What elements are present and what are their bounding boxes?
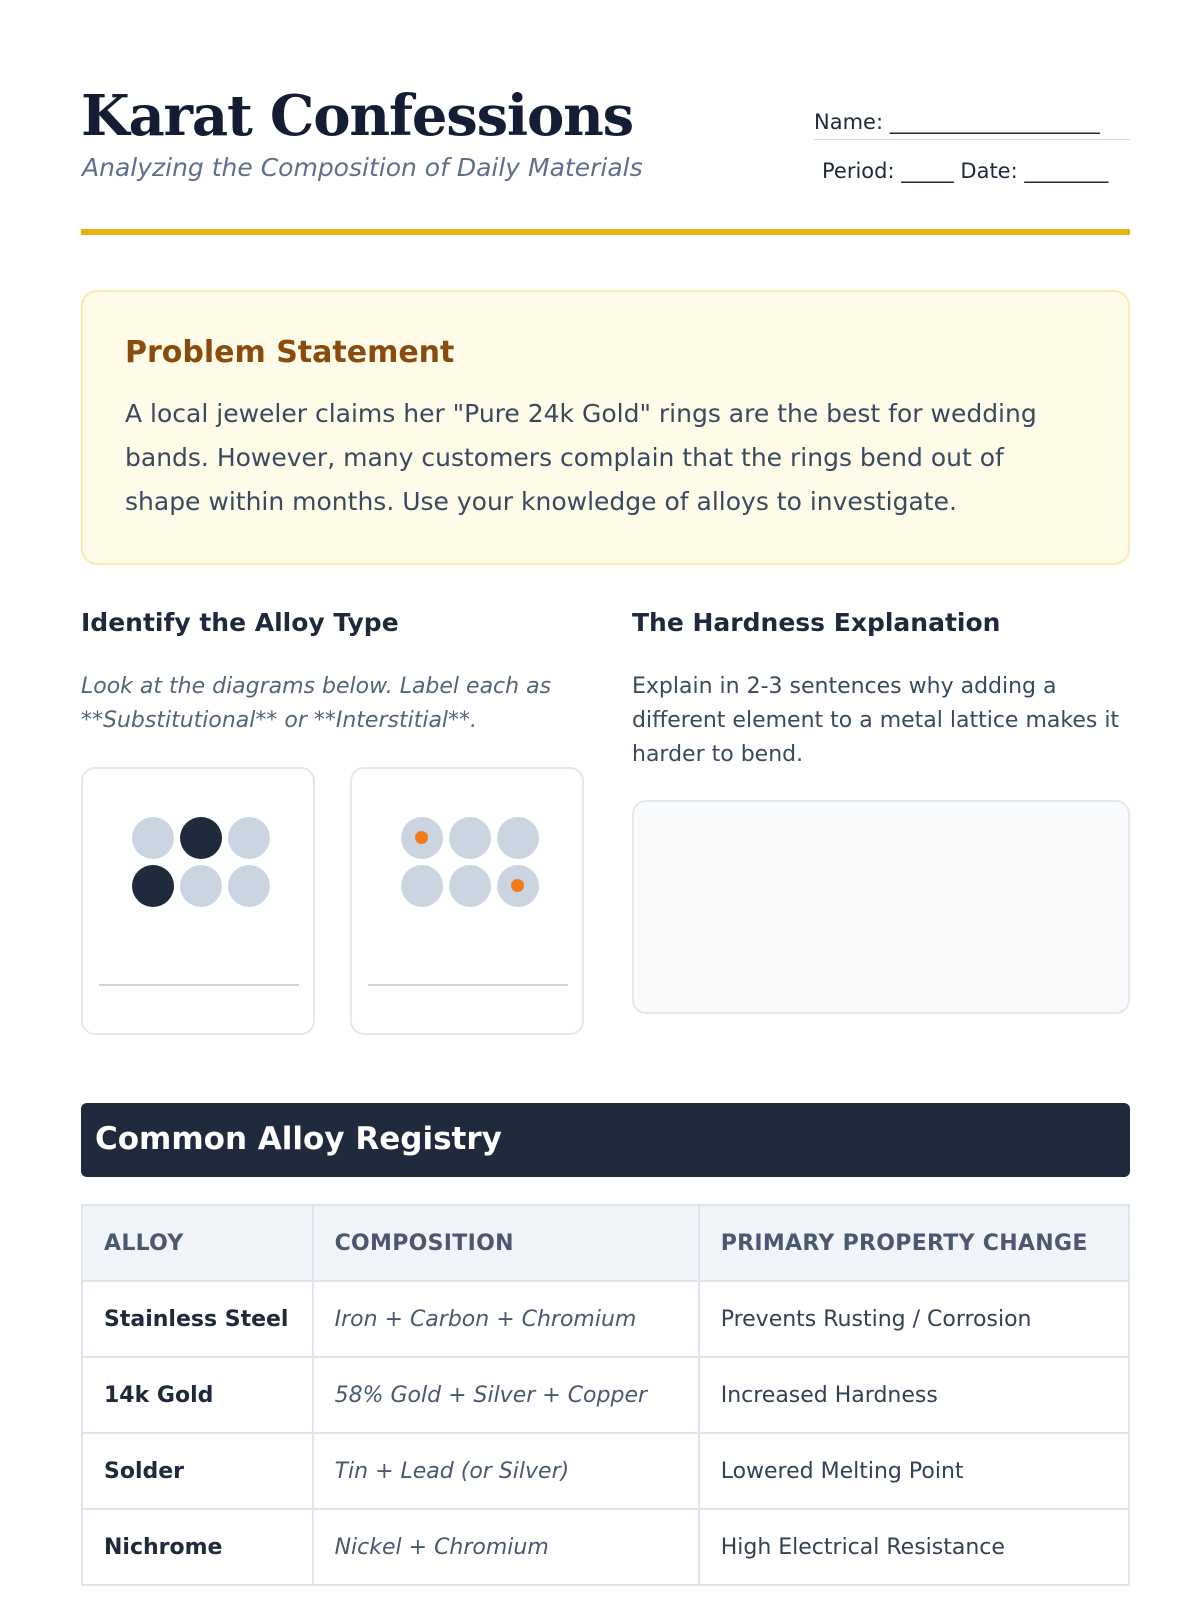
atom: [132, 817, 174, 859]
composition-cell: Iron + Carbon + Chromium: [313, 1281, 699, 1357]
alloy-registry-table: [81, 1204, 1130, 1586]
page-subtitle: Analyzing the Composition of Daily Materials: [82, 153, 643, 182]
alloy-cell: Nichrome: [82, 1509, 313, 1585]
composition-cell: 58% Gold + Silver + Copper: [313, 1357, 699, 1433]
property-cell: Lowered Melting Point: [699, 1433, 1129, 1509]
page-title: Karat Confessions: [81, 83, 633, 149]
substitute-atom: [132, 865, 174, 907]
problem-text: A local jeweler claims her "Pure 24k Gold" rings are the best for wedding bands. However, many customers complain that the rings bend out of shape within months. Use your knowledge of alloys to investigate.: [125, 399, 1037, 516]
identify-heading: Identify the Alloy Type: [81, 608, 399, 637]
column-header-composition: COMPOSITION: [313, 1205, 699, 1281]
lattice-diagram-substitutional: [81, 767, 315, 1035]
hardness-heading: The Hardness Explanation: [632, 608, 1001, 637]
atom: [449, 817, 491, 859]
atom: [497, 817, 539, 859]
problem-heading: Problem Statement: [125, 335, 455, 370]
substitute-atom: [180, 817, 222, 859]
composition-cell: Nickel + Chromium: [313, 1509, 699, 1585]
identify-instruction: Look at the diagrams below. Label each as **Substitutional** or **Interstitial**.: [81, 674, 552, 733]
atom: [228, 817, 270, 859]
property-cell: High Electrical Resistance: [699, 1509, 1129, 1585]
table-row: [82, 1357, 1129, 1433]
lattice-diagram-interstitial: [350, 767, 584, 1035]
interstitial-atom: [415, 831, 428, 844]
column-header-alloy: ALLOY: [82, 1205, 313, 1281]
alloy-cell: Stainless Steel: [82, 1281, 313, 1357]
hardness-answer-box[interactable]: [632, 800, 1130, 1014]
registry-header-bar: [81, 1103, 1130, 1177]
property-cell: Prevents Rusting / Corrosion: [699, 1281, 1129, 1357]
alloy-cell: Solder: [82, 1433, 313, 1509]
property-cell: Increased Hardness: [699, 1357, 1129, 1433]
table-header-row: [82, 1205, 1129, 1281]
problem-statement-box: [81, 290, 1130, 565]
header-divider: [81, 229, 1130, 235]
table-row: [82, 1509, 1129, 1585]
atom: [180, 865, 222, 907]
diagram-label-line[interactable]: [368, 984, 568, 986]
alloy-cell: 14k Gold: [82, 1357, 313, 1433]
hardness-instruction: Explain in 2-3 sentences why adding a different element to a metal lattice makes it harder to bend.: [632, 674, 1120, 767]
period-date-field[interactable]: Period: _____ Date: ________: [822, 159, 1109, 183]
atom: [228, 865, 270, 907]
composition-cell: Tin + Lead (or Silver): [313, 1433, 699, 1509]
table-row: [82, 1433, 1129, 1509]
table-row: [82, 1281, 1129, 1357]
atom: [401, 865, 443, 907]
name-field[interactable]: Name: ____________________: [814, 108, 1130, 140]
column-header-property: PRIMARY PROPERTY CHANGE: [699, 1205, 1129, 1281]
diagram-label-line[interactable]: [99, 984, 299, 986]
registry-heading: Common Alloy Registry: [95, 1121, 502, 1157]
interstitial-atom: [511, 879, 524, 892]
atom: [449, 865, 491, 907]
